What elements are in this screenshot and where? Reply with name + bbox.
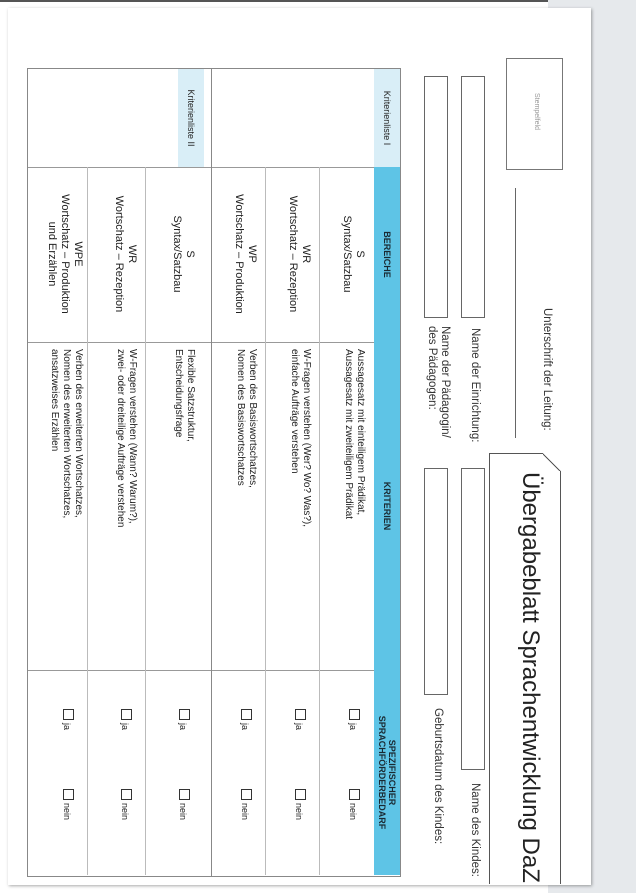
signature-line[interactable] xyxy=(515,188,516,438)
g1-row2-no[interactable] xyxy=(294,789,306,820)
criteria-line: Verben des erweiterten Wortschatzes, xyxy=(73,349,84,518)
col-divider xyxy=(28,342,374,343)
checkbox-icon[interactable] xyxy=(179,789,190,800)
row-divider xyxy=(319,167,320,875)
group-1-label: Kriterienliste I xyxy=(374,69,400,167)
g1-row2-yes[interactable] xyxy=(294,709,306,730)
area-name: Wortschatz – Rezeption xyxy=(286,195,299,313)
g2-row2-yes[interactable] xyxy=(120,709,132,730)
group-divider xyxy=(211,69,212,876)
row-divider xyxy=(265,167,266,875)
checkbox-icon[interactable] xyxy=(121,709,132,720)
criteria-table xyxy=(27,68,401,877)
option-label: ja xyxy=(178,723,188,731)
criteria-line: Aussagesatz mit einteiligem Prädikat, xyxy=(355,349,366,516)
header-bereiche: BEREICHE xyxy=(374,167,400,342)
g1-row1-criteria xyxy=(342,349,366,664)
document-sheet xyxy=(8,8,591,885)
header-bedarf-1: SPEZIFISCHER xyxy=(387,739,398,806)
g1-row1-no[interactable] xyxy=(348,789,360,820)
checkbox-icon[interactable] xyxy=(63,789,74,800)
criteria-line: Entscheidungsfrage xyxy=(173,349,184,438)
col-divider xyxy=(28,167,374,168)
birthdate-label: Geburtsdatum des Kindes: xyxy=(432,708,444,845)
checkbox-icon[interactable] xyxy=(241,789,252,800)
area-code: S xyxy=(184,250,196,258)
birthdate-field[interactable] xyxy=(424,468,448,695)
option-label: nein xyxy=(62,803,72,821)
row-divider xyxy=(145,167,146,875)
g2-row3-area xyxy=(44,169,84,339)
g2-row1-area xyxy=(170,169,196,339)
criteria-line: Nomen des erweiterten Wortschatzes, xyxy=(61,349,72,519)
g1-row3-area xyxy=(232,169,258,339)
rotated-page xyxy=(8,8,591,885)
g2-row3-criteria xyxy=(48,349,84,664)
criteria-line: einfache Aufträge verstehen xyxy=(289,349,300,474)
g2-row1-yes[interactable] xyxy=(178,709,190,730)
option-label: ja xyxy=(120,723,130,731)
option-label: ja xyxy=(348,723,358,731)
g2-row3-yes[interactable] xyxy=(62,709,74,730)
checkbox-icon[interactable] xyxy=(295,709,306,720)
institution-label: Name der Einrichtung: xyxy=(469,328,481,443)
page-title: Übergabeblatt Sprachentwicklung DaZ xyxy=(517,472,544,883)
stamp-box xyxy=(506,58,563,170)
option-label: ja xyxy=(240,723,250,731)
g2-row1-criteria xyxy=(172,349,196,664)
g2-row2-criteria xyxy=(114,349,138,664)
area-code: WR xyxy=(126,244,138,264)
area-name: Wortschatz – Rezeption xyxy=(112,195,125,313)
checkbox-icon[interactable] xyxy=(241,709,252,720)
g1-row1-yes[interactable] xyxy=(348,709,360,730)
criteria-line: W-Fragen verstehen (Wann? Warum?), xyxy=(127,349,138,524)
child-name-label: Name des Kindes: xyxy=(469,783,481,877)
checkbox-icon[interactable] xyxy=(63,709,74,720)
title-box xyxy=(489,453,561,884)
g1-row2-criteria xyxy=(288,349,312,664)
checkbox-icon[interactable] xyxy=(121,789,132,800)
header-bedarf-2: SPRACHFÖRDERBEDARF xyxy=(377,715,387,830)
criteria-line: Nomen des Basiswortschatzes xyxy=(235,349,246,486)
option-label: nein xyxy=(240,803,250,821)
checkbox-icon[interactable] xyxy=(349,789,360,800)
area-code: S xyxy=(354,250,366,258)
option-label: ja xyxy=(62,723,72,731)
header-bedarf xyxy=(374,670,400,875)
criteria-line: zwei- oder dreiteilige Aufträge verstehen xyxy=(115,349,126,528)
option-label: nein xyxy=(178,803,188,821)
top-border xyxy=(0,0,636,2)
header-kriterien: KRITERIEN xyxy=(374,342,400,670)
educator-field[interactable] xyxy=(424,76,448,318)
option-label: nein xyxy=(120,803,130,821)
criteria-line: Aussagesatz mit zweiteiligem Prädikat xyxy=(343,349,354,520)
g2-row2-no[interactable] xyxy=(120,789,132,820)
g1-row1-area xyxy=(340,169,366,339)
g1-row3-no[interactable] xyxy=(240,789,252,820)
area-name: Wortschatz – Produktion xyxy=(232,194,245,314)
checkbox-icon[interactable] xyxy=(295,789,306,800)
g2-row1-no[interactable] xyxy=(178,789,190,820)
criteria-line: W-Fragen verstehen (Wer? Wo? Was?), xyxy=(301,349,312,528)
group-2-label: Kriterienliste II xyxy=(178,69,204,167)
g1-row3-criteria xyxy=(234,349,258,664)
option-label: nein xyxy=(294,803,304,821)
g2-row2-area xyxy=(112,169,138,339)
area-code: WP xyxy=(246,245,258,263)
area-name: Syntax/Satzbau xyxy=(340,215,353,293)
area-name: Syntax/Satzbau xyxy=(170,215,183,293)
option-label: nein xyxy=(348,803,358,821)
area-code: WPE xyxy=(72,241,84,267)
criteria-line: Verben des Basiswortschatzes, xyxy=(247,349,258,488)
criteria-line: ansatzweises Erzählen xyxy=(49,349,60,452)
institution-field[interactable] xyxy=(461,76,485,318)
option-label: ja xyxy=(294,723,304,731)
educator-label-2: des Pädagogen: xyxy=(426,326,438,410)
row-divider xyxy=(87,167,88,875)
child-name-field[interactable] xyxy=(461,468,485,770)
area-name: und Erzählen xyxy=(45,221,58,287)
g1-row3-yes[interactable] xyxy=(240,709,252,730)
col-divider xyxy=(28,670,374,671)
g1-row2-area xyxy=(286,169,312,339)
checkbox-icon[interactable] xyxy=(349,709,360,720)
signature-label: Unterschrift der Leitung: xyxy=(541,308,553,431)
checkbox-icon[interactable] xyxy=(179,709,190,720)
g2-row3-no[interactable] xyxy=(62,789,74,820)
area-code: WR xyxy=(300,244,312,264)
stamp-label: Stempelfeld xyxy=(533,93,540,130)
criteria-line: Flexible Satzstruktur, xyxy=(185,349,196,442)
area-name: Wortschatz – Produktion xyxy=(58,194,71,314)
educator-label-1: Name der Pädagogin/ xyxy=(439,326,451,438)
